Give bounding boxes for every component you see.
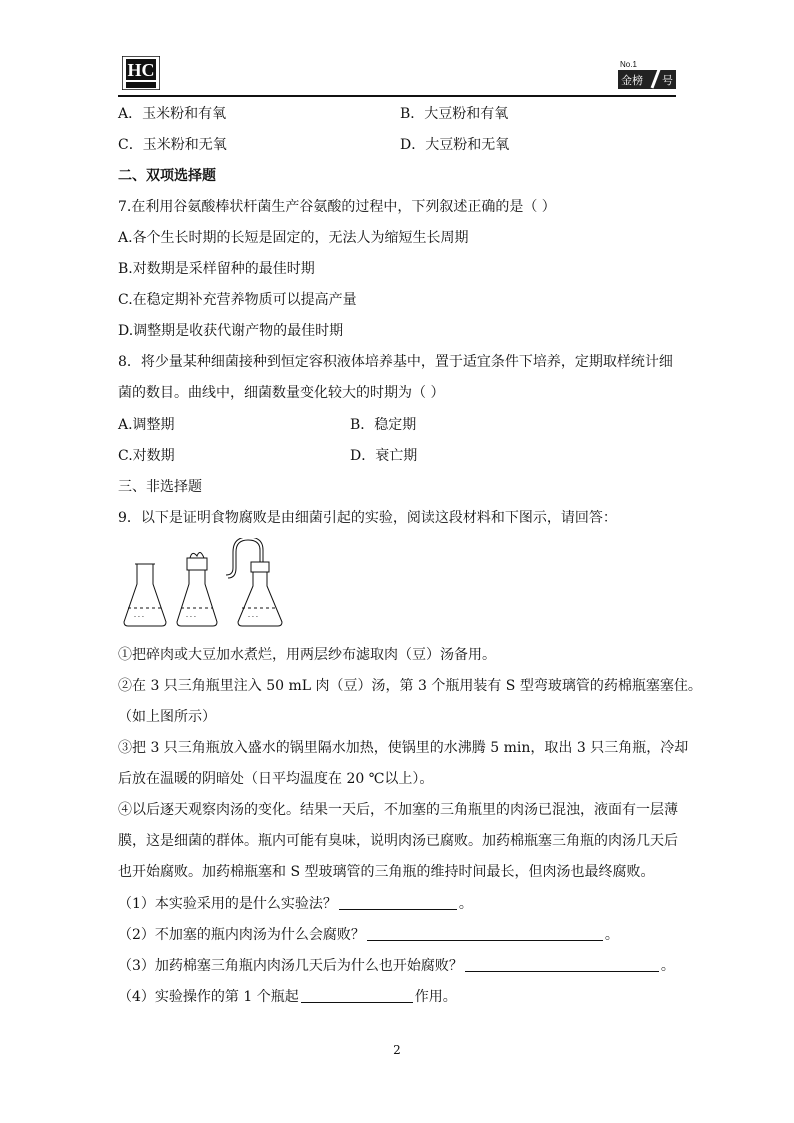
section-heading-3: 三、非选择题 (118, 479, 202, 495)
q8-option-d: D．衰亡期 (350, 448, 418, 464)
section-heading-2: 二、双项选择题 (118, 168, 216, 184)
answer-blank-2[interactable] (367, 926, 603, 941)
publisher-logo (122, 56, 160, 90)
answer-blank-1[interactable] (339, 895, 457, 910)
q9-subquestion-4-text: （4）实验操作的第 1 个瓶起 (118, 989, 299, 1005)
svg-text:号: 号 (662, 74, 673, 87)
q6-option-a: A．玉米粉和有氧 (118, 106, 227, 122)
flask-s-tube (226, 538, 282, 626)
q6-option-d: D．大豆粉和无氧 (400, 137, 510, 153)
q9-subquestion-1-text: （1）本实验采用的是什么实验法？ (118, 896, 337, 912)
q8-option-c: C.对数期 (118, 448, 175, 464)
q9-subquestion-1 (118, 894, 473, 914)
q9-subquestion-4 (118, 987, 457, 1007)
page-number: 2 (393, 1043, 401, 1057)
svg-text:- - -: - - - (134, 613, 144, 620)
q9-subquestion-2-end: 。 (604, 927, 619, 943)
q9-subquestion-2 (118, 925, 619, 945)
q9-subquestion-4-end: 作用。 (414, 989, 457, 1005)
q9-subquestion-3-text: （3）加药棉塞三角瓶内肉汤几天后为什么也开始腐败？ (118, 958, 463, 974)
q9-step-2-line1: ②在 3 只三角瓶里注入 50 mL 肉（豆）汤，第 3 个瓶用装有 S 型弯玻璃管的药棉瓶塞塞住。 (118, 678, 702, 694)
q6-option-b: B．大豆粉和有氧 (400, 106, 509, 122)
q8-stem-line2: 菌的数目。曲线中，细菌数量变化较大的时期为（ ） (118, 385, 445, 401)
svg-text:No.1: No.1 (620, 60, 637, 69)
svg-text:- - -: - - - (248, 613, 258, 620)
svg-text:HC: HC (127, 60, 155, 80)
q9-subquestion-2-text: （2）不加塞的瓶内肉汤为什么会腐败？ (118, 927, 365, 943)
q9-step-2-line2: （如上图所示） (118, 709, 216, 725)
q9-subquestion-3-end: 。 (660, 958, 675, 974)
q6-option-c: C．玉米粉和无氧 (118, 137, 227, 153)
svg-text:金榜: 金榜 (621, 74, 643, 87)
q7-option-d: D.调整期是收获代谢产物的最佳时期 (118, 323, 344, 339)
q9-step-3-line1: ③把 3 只三角瓶放入盛水的锅里隔水加热，使锅里的水沸腾 5 min，取出 3 只三角瓶，冷却 (118, 740, 689, 756)
page-header (118, 54, 676, 96)
q9-stem: 9．以下是证明食物腐败是由细菌引起的实验，阅读这段材料和下图示，请回答： (118, 510, 617, 526)
answer-blank-3[interactable] (465, 957, 659, 972)
brand-logo (618, 58, 676, 90)
q9-step-1: ①把碎肉或大豆加水煮烂，用两层纱布滤取肉（豆）汤备用。 (118, 647, 496, 663)
flask-cotton-plug (177, 552, 217, 626)
svg-text:- - -: - - - (186, 613, 196, 620)
q7-stem: 7.在利用谷氨酸棒状杆菌生产谷氨酸的过程中，下列叙述正确的是（ ） (118, 199, 556, 215)
q9-step-3-line2: 后放在温暖的阴暗处（日平均温度在 20 ℃以上）。 (118, 771, 434, 787)
q8-option-a: A.调整期 (118, 417, 175, 433)
q9-step-4-line1: ④以后逐天观察肉汤的变化。结果一天后，不加塞的三角瓶里的肉汤已混浊，液面有一层薄 (118, 802, 678, 818)
flask-experiment-figure (120, 538, 290, 630)
flask-open (124, 564, 166, 626)
q9-step-4-line2: 膜，这是细菌的群体。瓶内可能有臭味，说明肉汤已腐败。加药棉瓶塞三角瓶的肉汤几天后 (118, 833, 678, 849)
header-divider (118, 95, 676, 97)
q9-subquestion-3 (118, 956, 675, 976)
q9-subquestion-1-end: 。 (458, 896, 473, 912)
q8-stem-line1: 8．将少量某种细菌接种到恒定容积液体培养基中，置于适宜条件下培养，定期取样统计细 (118, 354, 673, 370)
q9-step-4-line3: 也开始腐败。加药棉瓶塞和 S 型玻璃管的三角瓶的维持时间最长，但肉汤也最终腐败。 (118, 864, 655, 880)
q7-option-a: A.各个生长时期的长短是固定的，无法人为缩短生长周期 (118, 230, 469, 246)
q7-option-b: B.对数期是采样留种的最佳时期 (118, 261, 315, 277)
q8-option-b: B．稳定期 (350, 417, 417, 433)
answer-blank-4[interactable] (301, 988, 413, 1003)
q7-option-c: C.在稳定期补充营养物质可以提高产量 (118, 292, 357, 308)
